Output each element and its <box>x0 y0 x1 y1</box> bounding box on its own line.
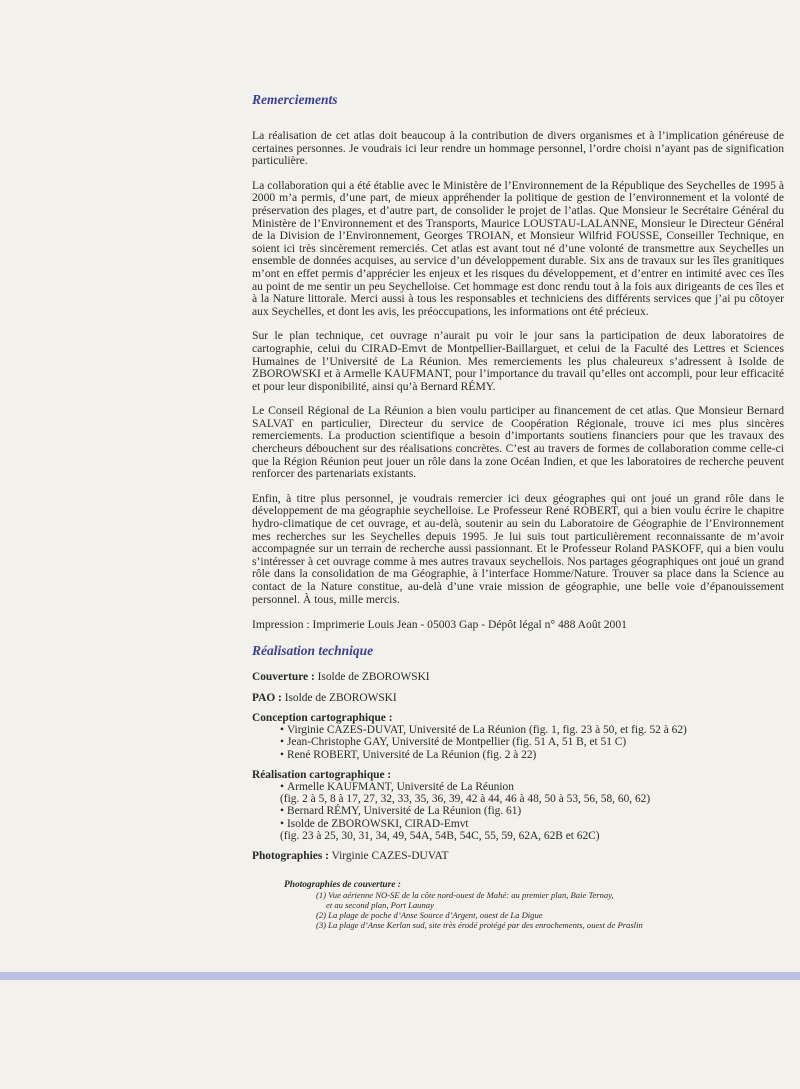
realisation-title: Réalisation technique <box>252 643 374 659</box>
bullet-icon: • <box>280 736 284 749</box>
list-item: • Virginie CAZES-DUVAT, Université de La Réunion (fig. 1, fig. 23 à 50, et fig. 52 à 62) <box>280 724 687 737</box>
imprint-line: Impression : Imprimerie Louis Jean - 05003 Gap - Dépôt légal n° 488 Août 2001 <box>252 618 627 632</box>
credit-realisation-label: Réalisation cartographique : <box>252 768 392 781</box>
remerciements-title: Remerciements <box>252 92 338 107</box>
list-item-detail: (fig. 23 à 25, 30, 31, 34, 49, 54A, 54B, 54C, 55, 59, 62A, 62B et 62C) <box>280 829 600 842</box>
cover-photo-caption-2: (2) La plage de poche d’Anse Source d’Argent, ouest de La Digue <box>316 910 543 921</box>
credit-photographies-label: Photographies : <box>252 850 329 863</box>
credit-realisation-carto <box>252 769 784 842</box>
credit-photographies-value: Virginie CAZES-DUVAT <box>331 850 449 863</box>
paragraph-4: Le Conseil Régional de La Réunion a bien voulu participer au financement de cet atlas. Que Monsieur Bernard SALVAT en particulier, Directeur du service de Coopération Régionale, trouve ici mes plus sincères remerciements. La production scientifique a besoin d’importants soutiens financiers pour que les travaux des chercheurs débouchent sur des réalisations concrètes. C’est au travers de formes de collaboration comme celle-ci que la Région Réunion peut jouer un rôle dans la zone Océan Indien, et que les laboratoires de recherche peuvent renforcer des partenariats existants. <box>252 404 784 481</box>
cover-photos-caption <box>284 880 784 930</box>
list-item: • Bernard RÉMY, Université de La Réunion (fig. 61) <box>280 805 522 818</box>
bullet-icon: • <box>280 805 284 818</box>
credit-conception-label: Conception cartographique : <box>252 712 393 724</box>
paragraph-2: La collaboration qui a été établie avec le Ministère de l’Environnement de la République des Seychelles de 1995 à 2000 m’a permis, d’une part, de mieux appréhender la politique de gestion de l’environnement et la volonté de préservation des plages, et d’autre part, de consolider le projet de l’atlas. Que Monsieur le Secrétaire Général du Ministère de l’Environnement et des Transports, Maurice LOUSTAU-LALANNE, Monsieur le Directeur Général de la Division de l’Environnement, Georges TROIAN, et Monsieur Wilfrid FOUSSE, Conseiller Technique, en soient ici très sincèrement remerciés. Cet atlas est avant tout né d’une volonté de transmettre aux Seychelles un ensemble de données acquises, au service d’un développement durable. Six ans de travaux sur les îles granitiques m’ont en effet permis d’apprécier les enjeux et les risques du développement, et d’entrer en intimité avec ces îles au point de me sentir un peu Seychelloise. Cet hommage est donc rendu tout à la fois aux dirigeants de ces îles et à la Nature littorale. Merci aussi à tous les responsables et techniciens des différents services que j’ai pu côtoyer aux Seychelles, et dont les avis, les préoccupations, les informations ont été précieux. <box>252 178 784 318</box>
credit-pao <box>252 692 784 704</box>
bottom-color-band <box>0 972 800 980</box>
list-item: • Jean-Christophe GAY, Université de Montpellier (fig. 51 A, 51 B, et 51 C) <box>280 736 627 749</box>
bullet-icon: • <box>280 724 284 737</box>
list-item: • René ROBERT, Université de La Réunion (fig. 2 à 22) <box>280 748 537 761</box>
credit-pao-value: Isolde de ZBOROWSKI <box>284 691 397 704</box>
cover-photo-caption-1-cont: et au second plan, Port Launay <box>326 900 434 911</box>
page-content <box>252 92 784 930</box>
paragraph-5: Enfin, à titre plus personnel, je voudrais remercier ici deux géographes qui ont joué un grand rôle dans le développement de ma géographie seychelloise. Le Professeur René ROBERT, qui a bien voulu écrire le chapitre hydro-climatique de cet ouvrage, et au-delà, soutenir au sein du Laboratoire de Géographie de l’Environnement mes recherches sur les Seychelles depuis 1995. Je lui suis tout particulièrement reconnaissante de m’avoir accompagnée sur un terrain de recherche aussi passionnant. Et le Professeur Roland PASKOFF, qui a bien voulu s’intéresser à cet ouvrage comme à mes autres travaux seychellois. Nos partages géographiques ont joué un grand rôle dans la consolidation de ma Géographie, à l’interface Homme/Nature. Trouver sa place dans la Science au contact de la Nature constitue, au-delà d’une vraie mission de géographie, une belle voie d’épanouissement personnel. À tous, mille mercis. <box>252 491 784 606</box>
paragraph-1: La réalisation de cet atlas doit beaucoup à la contribution de divers organismes et à l’implication généreuse de certaines personnes. Je voudrais ici leur rendre un hommage personnel, l’ordre choisi n’ayant pas de signification particulière. <box>252 129 784 168</box>
cover-photo-caption-1: (1) Vue aérienne NO-SE de la côte nord-ouest de Mahé: au premier plan, Baie Ternay, <box>316 890 614 901</box>
bullet-icon: • <box>280 748 284 761</box>
list-item: • Armelle KAUFMANT, Université de La Réunion <box>280 781 514 794</box>
credit-couverture-label: Couverture : <box>252 671 315 684</box>
cover-photos-label: Photographies de couverture : <box>284 880 401 891</box>
bullet-icon: • <box>280 781 284 794</box>
list-item: • Isolde de ZBOROWSKI, CIRAD-Emvt <box>280 817 469 830</box>
cover-photo-caption-3: (3) La plage d’Anse Kerlan sud, site très érodé protégé par des enrochements, ouest de Praslin <box>316 920 643 931</box>
credit-pao-label: PAO : <box>252 691 282 704</box>
credit-couverture-value: Isolde de ZBOROWSKI <box>317 671 430 684</box>
bullet-icon: • <box>280 817 284 830</box>
credit-photographies <box>252 850 784 862</box>
credit-conception <box>252 712 784 761</box>
paragraph-3: Sur le plan technique, cet ouvrage n’aurait pu voir le jour sans la participation de deux laboratoires de cartographie, celui du CIRAD-Emvt de Montpellier-Baillarguet, et celui de la Faculté des Lettres et Sciences Humaines de l’Université de La Réunion. Mes remerciements les plus chaleureux s’adressent à Isolde de ZBOROWSKI et à Armelle KAUFMANT, pour l’importance du travail qu’elles ont accompli, pour leur efficacité et pour leur disponibilité, ainsi qu’à Bernard RÉMY. <box>252 329 784 393</box>
list-item-detail: (fig. 2 à 5, 8 à 17, 27, 32, 33, 35, 36, 39, 42 à 44, 46 à 48, 50 à 53, 56, 58, 60, 62) <box>280 793 651 806</box>
credit-couverture <box>252 671 784 683</box>
